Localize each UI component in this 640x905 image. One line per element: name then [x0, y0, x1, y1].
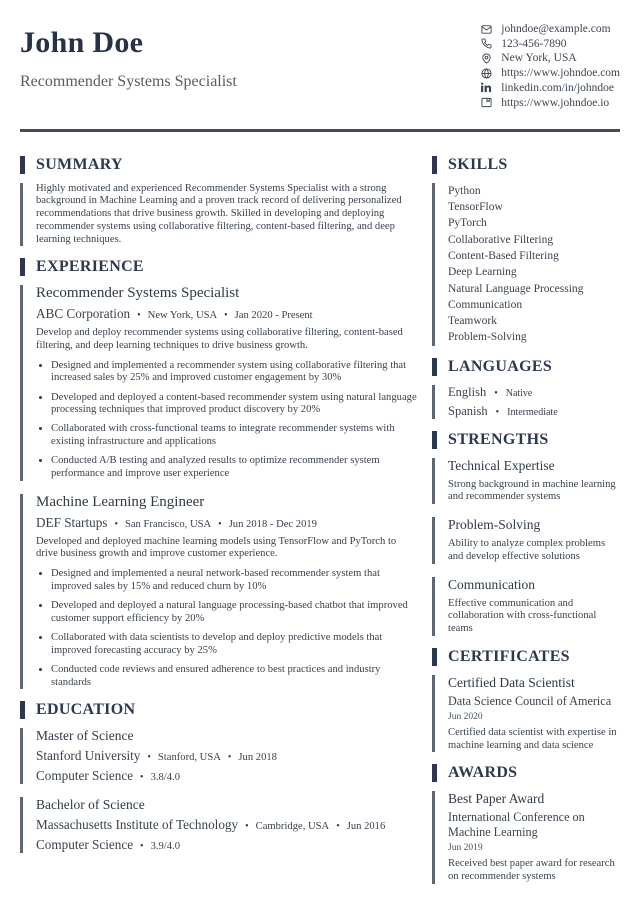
languages-heading: LANGUAGES [432, 358, 620, 376]
job-bullet: • Collaborated with data scientists to develop and deploy predictive models that improved forecasting accuracy by 25% [51, 632, 419, 657]
job-bullet: • Collaborated with cross-functional teams to integrate recommender systems with existing infrastructure and applications [51, 423, 419, 448]
school-location: Cambridge, USA [255, 821, 330, 833]
strength-title: Technical Expertise [448, 457, 555, 473]
skills-heading: SKILLS [432, 156, 620, 174]
languages-block [432, 385, 620, 419]
job-bullet-list [36, 360, 419, 481]
section-experience [20, 258, 419, 689]
degree-gpa: 3.8/4.0 [150, 772, 180, 784]
certificate-item [432, 675, 620, 753]
job-bullet: • Developed and deployed a natural language processing-based chatbot that improved customer support efficiency by 20% [51, 600, 419, 625]
awards-heading: AWARDS [432, 764, 620, 782]
degree-meta [36, 748, 419, 764]
certificate-title: Certified Data Scientist [448, 674, 575, 690]
strength-description: Ability to analyze complex problems and develop effective solutions [448, 538, 606, 562]
strengths-heading: STRENGTHS [432, 431, 620, 449]
separator-dot: • [218, 518, 222, 530]
degree-major-row [36, 768, 419, 784]
strength-title: Problem-Solving [448, 517, 541, 533]
contact-location-text: New York, USA [501, 52, 577, 65]
side-column [432, 156, 620, 896]
job-dates: Jun 2018 - Dec 2019 [228, 518, 317, 530]
section-summary [20, 156, 419, 247]
contact-portfolio[interactable] [481, 97, 620, 109]
skills-block [432, 183, 620, 346]
section-education [20, 701, 419, 853]
strength-item [432, 517, 620, 563]
language-name: English [448, 384, 487, 399]
person-name: John Doe [20, 26, 144, 59]
skill-item: Problem-Solving [448, 331, 527, 344]
separator-dot: • [227, 752, 232, 764]
phone-icon [481, 38, 492, 49]
skill-item: PyTorch [448, 217, 487, 230]
linkedin-icon [481, 82, 492, 93]
award-issuer: International Conference on Machine Learning [448, 810, 585, 839]
skill-item: Communication [448, 298, 523, 311]
email-icon [481, 24, 492, 35]
language-item [448, 404, 620, 419]
summary-heading: SUMMARY [20, 156, 419, 174]
job-bullet: • Conducted code reviews and ensured adherence to best practices and industry standards [51, 664, 419, 689]
separator-dot: • [245, 821, 249, 833]
certificate-date: Jun 2020 [448, 712, 483, 722]
section-skills [432, 156, 620, 346]
contact-website-text: https://www.johndoe.com [501, 67, 620, 80]
separator-dot: • [495, 406, 500, 418]
section-strengths [432, 431, 620, 636]
header-identity [20, 20, 237, 91]
job-description: Develop and deploy recommender systems using collaborative filtering, content-based filtering, and deep learning techniques to drive business growth. [36, 327, 403, 351]
school-name: Massachusetts Institute of Technology [36, 817, 239, 833]
job-description: Developed and deployed machine learning models using TensorFlow and PyTorch to drive business growth and improve customer experience. [36, 535, 397, 560]
contact-location [481, 52, 620, 64]
skill-item: TensorFlow [448, 201, 503, 214]
header [20, 20, 620, 109]
person-job-title: Recommender Systems Specialist [20, 73, 237, 90]
award-date: Jun 2019 [448, 843, 483, 854]
degree-major: Computer Science [36, 768, 134, 784]
education-heading: EDUCATION [20, 701, 419, 719]
graduation-date: Jun 2016 [346, 821, 386, 833]
education-entry [20, 728, 419, 784]
education-entry [20, 797, 419, 853]
school-name: Stanford University [36, 748, 141, 764]
degree-major-row [36, 837, 419, 853]
contact-website[interactable] [481, 67, 620, 79]
job-dates: Jan 2020 - Present [234, 310, 313, 322]
certificates-heading: CERTIFICATES [432, 648, 620, 666]
job-bullet-list [36, 568, 419, 689]
award-title: Best Paper Award [448, 791, 545, 807]
skill-item: Deep Learning [448, 266, 517, 279]
language-item [448, 385, 620, 400]
certificate-issuer: Data Science Council of America [448, 693, 612, 708]
graduation-date: Jun 2018 [238, 752, 277, 764]
summary-block [20, 183, 419, 247]
contact-email[interactable] [481, 23, 620, 35]
contact-phone[interactable] [481, 38, 620, 50]
job-title: Recommender Systems Specialist [36, 285, 240, 302]
separator-dot: • [114, 518, 118, 530]
strength-item [432, 458, 620, 504]
experience-entry [20, 494, 419, 690]
contact-list [481, 20, 620, 109]
degree-gpa: 3.9/4.0 [150, 841, 180, 853]
job-bullet: • Designed and implemented a recommender system using collaborative filtering that increased sales by 25% and improved customer engagement by 30% [51, 360, 419, 385]
contact-portfolio-text: https://www.johndoe.io [501, 96, 610, 109]
separator-dot: • [137, 310, 141, 322]
summary-text: Highly motivated and experienced Recommender Systems Specialist with a strong background in Machine Learning and a proven track record of delivering personalized recommendations that drive business growth. Skilled in developing and deploying recommender systems using collaborative filtering, content-based filtering, and deep learning techniques. [36, 182, 402, 245]
job-location: San Francisco, USA [124, 518, 212, 530]
strength-description: Effective communication and collaboration with cross-functional teams [448, 597, 597, 634]
skill-item: Collaborative Filtering [448, 233, 554, 246]
contact-phone-text: 123-456-7890 [501, 37, 567, 50]
skill-item: Content-Based Filtering [448, 249, 559, 262]
job-company: DEF Startups [36, 514, 108, 530]
section-awards [432, 764, 620, 883]
job-meta [36, 306, 419, 322]
experience-heading: EXPERIENCE [20, 258, 419, 276]
job-location: New York, USA [147, 310, 218, 322]
separator-dot: • [224, 310, 228, 322]
certificate-description: Certified data scientist with expertise in machine learning and data science [448, 727, 617, 751]
degree-major: Computer Science [36, 837, 134, 853]
degree-title: Bachelor of Science [36, 797, 145, 813]
location-icon [481, 53, 492, 64]
section-certificates [432, 648, 620, 753]
language-name: Spanish [448, 403, 488, 418]
separator-dot: • [140, 841, 144, 853]
job-company: ABC Corporation [36, 306, 131, 322]
job-bullet: • Developed and deployed a content-based recommender system using natural language processing techniques that improved product discovery by 20% [51, 392, 419, 417]
contact-email-text: johndoe@example.com [501, 23, 611, 35]
separator-dot: • [140, 772, 144, 784]
strength-title: Communication [448, 576, 535, 592]
language-level: Intermediate [507, 406, 558, 418]
skill-item: Natural Language Processing [448, 282, 584, 295]
strength-description: Strong background in machine learning and recommender systems [448, 478, 616, 503]
job-meta [36, 515, 419, 531]
experience-entry [20, 285, 419, 481]
award-item [432, 791, 620, 883]
job-title: Machine Learning Engineer [36, 493, 205, 510]
separator-dot: • [336, 821, 340, 833]
main-column [20, 156, 419, 896]
job-bullet: • Designed and implemented a neural network-based recommender system that improved sales by 15% and reduced churn by 10% [51, 568, 419, 593]
header-divider [20, 129, 620, 132]
separator-dot: • [494, 387, 498, 399]
website-icon [481, 97, 492, 108]
contact-linkedin[interactable] [481, 82, 620, 94]
language-level: Native [505, 387, 533, 399]
skill-item: Teamwork [448, 315, 498, 328]
globe-icon [481, 68, 492, 79]
skill-item: Python [448, 184, 481, 197]
job-bullet: • Conducted A/B testing and analyzed results to optimize recommender system performance and improve user experience [51, 455, 419, 480]
degree-meta [36, 817, 419, 833]
section-languages [432, 358, 620, 419]
separator-dot: • [147, 752, 151, 764]
contact-linkedin-text: linkedin.com/in/johndoe [501, 81, 615, 94]
degree-title: Master of Science [36, 728, 134, 744]
strength-item [432, 577, 620, 636]
school-location: Stanford, USA [157, 752, 221, 764]
award-description: Received best paper award for research on recommender systems [448, 858, 615, 882]
